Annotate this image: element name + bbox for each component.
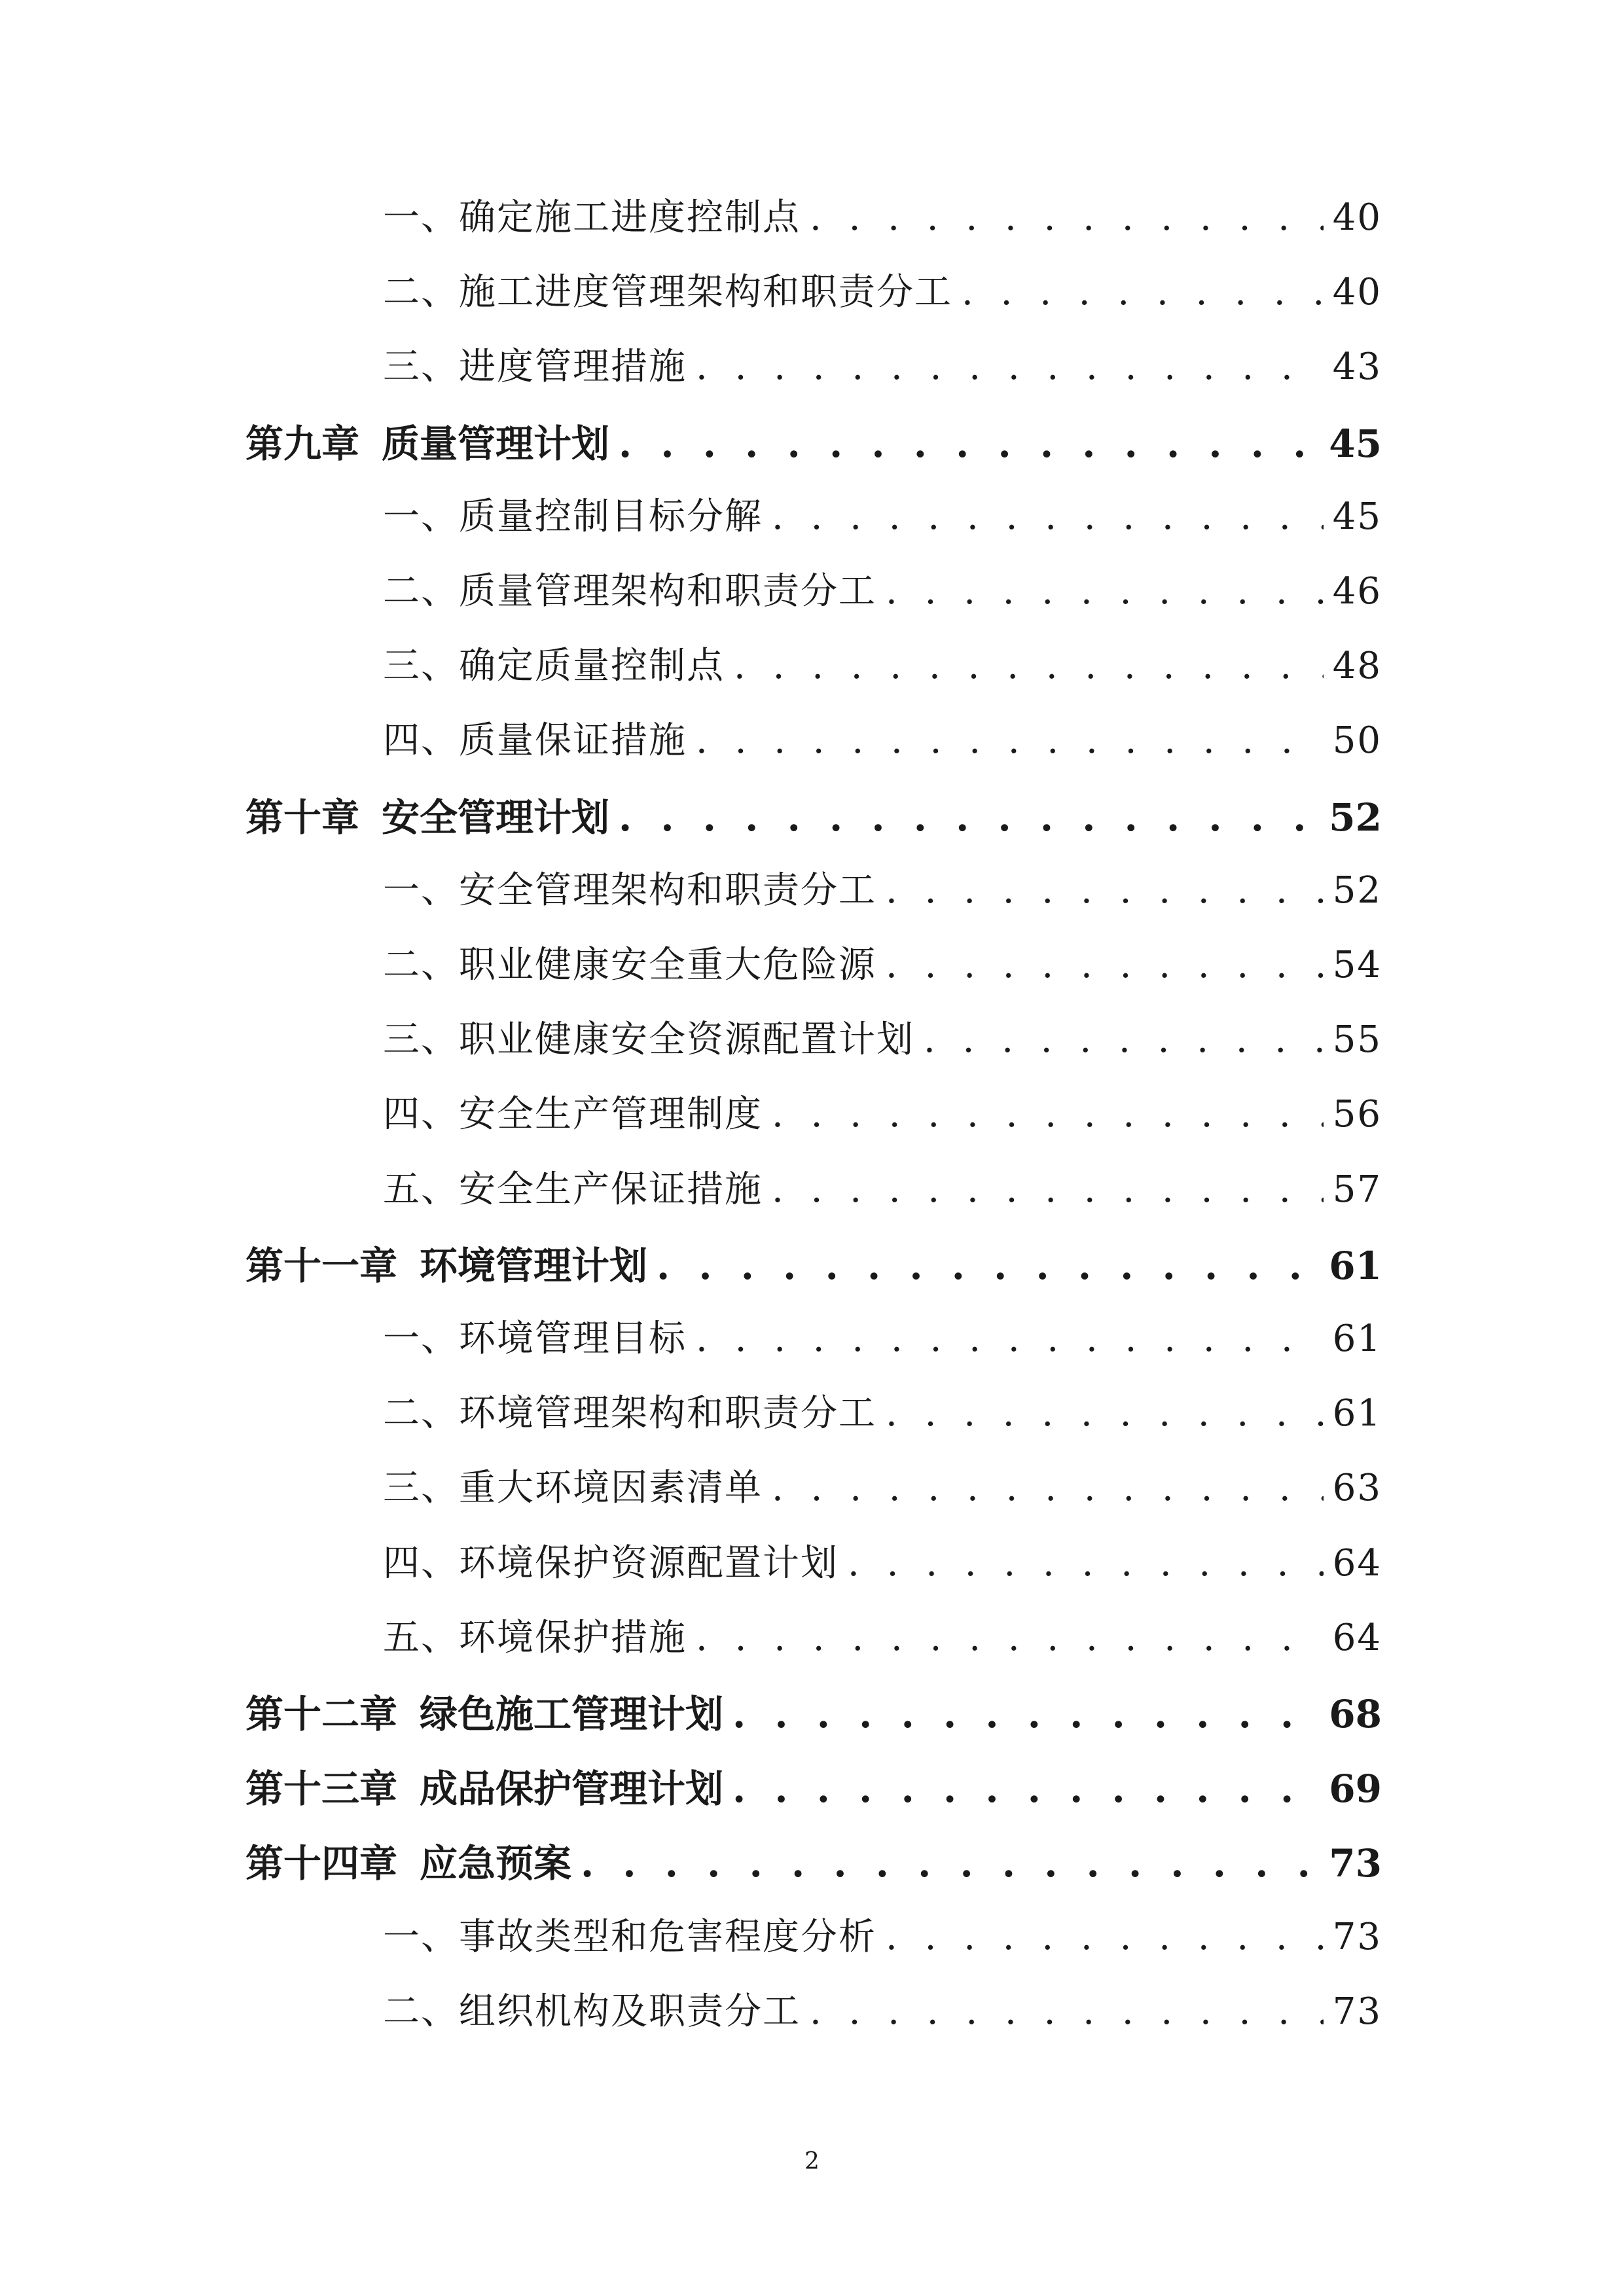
toc-page-number: 57 [1332, 1168, 1382, 1211]
toc-page-number: 48 [1332, 645, 1382, 687]
toc-entry-title: 五、安全生产保证措施 [383, 1168, 763, 1211]
dot-leader [886, 1392, 1324, 1435]
dot-leader [657, 1244, 1320, 1288]
toc-entry-title: 一、事故类型和危害程度分析 [383, 1916, 876, 1958]
toc-chapter-number: 第十四章 [245, 1841, 398, 1886]
toc-chapter-entry [245, 1758, 1382, 1823]
dot-leader [886, 944, 1324, 986]
toc-page-number: 50 [1332, 719, 1382, 762]
dot-leader [848, 1542, 1324, 1585]
toc-chapter-entry [245, 413, 1382, 478]
dot-leader [772, 1093, 1324, 1136]
toc-section-entry [383, 338, 1382, 403]
toc-section-entry [383, 562, 1382, 628]
toc-chapter-entry [245, 1235, 1382, 1300]
toc-entry-title: 安全管理计划 [382, 795, 610, 840]
toc-page-number: 52 [1329, 795, 1382, 840]
toc-section-entry [383, 188, 1382, 254]
toc-page-number: 73 [1332, 1916, 1382, 1958]
toc-chapter-entry [245, 787, 1382, 852]
toc-chapter-entry [245, 1833, 1382, 1898]
dot-leader [696, 1318, 1324, 1360]
toc-entry-title: 四、环境保护资源配置计划 [383, 1542, 839, 1585]
toc-page-number: 56 [1332, 1093, 1382, 1136]
dot-leader [619, 795, 1320, 840]
dot-leader [619, 422, 1320, 466]
dot-leader [696, 719, 1324, 762]
toc-section-entry [383, 861, 1382, 927]
toc-section-entry [383, 1982, 1382, 2048]
toc-entry-title: 一、确定施工进度控制点 [383, 196, 801, 239]
toc-page-number: 45 [1329, 422, 1382, 466]
toc-section-entry [383, 1310, 1382, 1375]
toc-chapter-number: 第十一章 [245, 1244, 398, 1288]
toc-page-number: 73 [1332, 1990, 1382, 2033]
toc-entry-title: 三、确定质量控制点 [383, 645, 725, 687]
toc-entry-title: 二、施工进度管理架构和职责分工 [383, 271, 952, 314]
toc-entry-title: 一、环境管理目标 [383, 1318, 687, 1360]
toc-page-number: 43 [1332, 346, 1382, 388]
dot-leader [810, 196, 1324, 239]
toc-page-number: 40 [1332, 196, 1382, 239]
dot-leader [772, 1467, 1324, 1509]
toc-entry-title: 二、职业健康安全重大危险源 [383, 944, 876, 986]
toc-entry-title: 三、职业健康安全资源配置计划 [383, 1018, 914, 1061]
dot-leader [696, 346, 1324, 388]
toc-entry-title: 四、安全生产管理制度 [383, 1093, 763, 1136]
toc-page-number: 40 [1332, 271, 1382, 314]
toc-entry-title: 一、质量控制目标分解 [383, 495, 763, 538]
page-number: 2 [804, 2148, 820, 2175]
toc-entry-title: 二、质量管理架构和职责分工 [383, 570, 876, 613]
toc-entry-title: 四、质量保证措施 [383, 719, 687, 762]
toc-section-entry [383, 1609, 1382, 1674]
toc-section-entry [383, 711, 1382, 777]
dot-leader [734, 645, 1324, 687]
dot-leader [732, 1692, 1320, 1736]
dot-leader [696, 1617, 1324, 1659]
toc-entry-title: 质量管理计划 [382, 422, 610, 466]
toc-entry-title: 绿色施工管理计划 [420, 1692, 724, 1736]
toc-page-number: 73 [1329, 1841, 1382, 1886]
toc-page-number: 45 [1332, 495, 1382, 538]
toc-page-number: 64 [1332, 1617, 1382, 1659]
dot-leader [581, 1841, 1320, 1886]
toc-page-number: 68 [1329, 1692, 1382, 1736]
dot-leader [772, 1168, 1324, 1211]
dot-leader [924, 1018, 1324, 1061]
toc-section-entry [383, 1459, 1382, 1524]
toc-page-number: 52 [1332, 869, 1382, 912]
toc-section-entry [383, 936, 1382, 1001]
dot-leader [810, 1990, 1324, 2033]
dot-leader [886, 869, 1324, 912]
toc-section-entry [383, 1384, 1382, 1450]
toc-entry-title: 环境管理计划 [420, 1244, 648, 1288]
dot-leader [772, 495, 1324, 538]
toc-section-entry [383, 1160, 1382, 1226]
toc-page-number: 61 [1329, 1244, 1382, 1288]
dot-leader [886, 1916, 1324, 1958]
toc-page-number: 64 [1332, 1542, 1382, 1585]
toc-section-entry [383, 637, 1382, 702]
toc-page-number: 55 [1332, 1018, 1382, 1061]
toc-section-entry [383, 1085, 1382, 1151]
toc-entry-title: 五、环境保护措施 [383, 1617, 687, 1659]
toc-entry-title: 一、安全管理架构和职责分工 [383, 869, 876, 912]
toc-section-entry [383, 263, 1382, 329]
dot-leader [962, 271, 1324, 314]
dot-leader [886, 570, 1324, 613]
toc-page-number: 61 [1332, 1392, 1382, 1435]
toc-entry-title: 三、重大环境因素清单 [383, 1467, 763, 1509]
toc-page-number: 61 [1332, 1318, 1382, 1360]
toc-chapter-number: 第十二章 [245, 1692, 398, 1736]
toc-page-number: 69 [1329, 1767, 1382, 1811]
toc-entry-title: 三、进度管理措施 [383, 346, 687, 388]
dot-leader [732, 1767, 1320, 1811]
toc-entry-title: 二、组织机构及职责分工 [383, 1990, 801, 2033]
toc-page-number: 54 [1332, 944, 1382, 986]
toc-entry-title: 二、环境管理架构和职责分工 [383, 1392, 876, 1435]
toc-page-number: 63 [1332, 1467, 1382, 1509]
toc-section-entry [383, 488, 1382, 553]
toc-chapter-number: 第九章 [245, 422, 360, 466]
toc-page-number: 46 [1332, 570, 1382, 613]
toc-section-entry [383, 1908, 1382, 1973]
toc-section-entry [383, 1534, 1382, 1600]
toc-chapter-number: 第十章 [245, 795, 360, 840]
toc-entry-title: 成品保护管理计划 [420, 1767, 724, 1811]
toc-entry-title: 应急预案 [420, 1841, 572, 1886]
toc-chapter-entry [245, 1683, 1382, 1749]
toc-section-entry [383, 1011, 1382, 1076]
toc-chapter-number: 第十三章 [245, 1767, 398, 1811]
